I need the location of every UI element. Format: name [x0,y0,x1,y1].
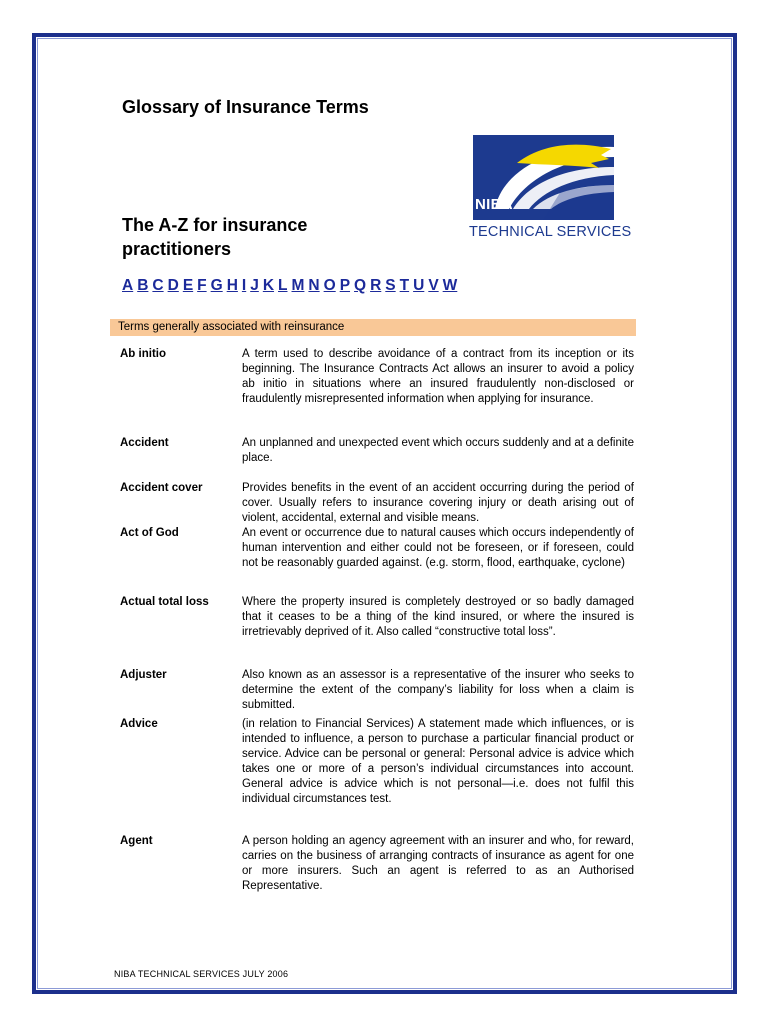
glossary-term: Actual total loss [120,596,209,608]
alpha-link-e[interactable]: E [182,277,194,294]
alphabet-index [122,277,457,295]
alpha-link-f[interactable]: F [197,277,207,294]
alpha-link-q[interactable]: Q [354,277,367,294]
page-title: Glossary of Insurance Terms [122,97,369,117]
glossary-definition: A term used to describe avoidance of a contract from its inception or its beginning. The Insurance Contracts Act allows an insurer to avoid a policy ab initio in situations where an insured fraudulently non-disclosed or fraudulently misrepresented information when applying for insurance. [242,348,634,405]
glossary-term: Agent [120,835,153,847]
alpha-link-k[interactable]: K [262,277,275,294]
alpha-link-u[interactable]: U [413,277,425,294]
glossary-definition: A person holding an agency agreement with an insurer and who, for reward, carries on the business of arranging contracts of insurance as agent for one or more insurers. Such an agent is referred to as an Authorised Representative. [242,835,634,892]
alpha-link-d[interactable]: D [167,277,179,294]
reinsurance-banner: Terms generally associated with reinsurance [110,319,636,336]
alpha-link-r[interactable]: R [370,277,382,294]
glossary-definition: Provides benefits in the event of an accident occurring during the period of cover. Usually refers to insurance covering injury or death arising out of violent, accidental, external and visible means. [242,482,634,524]
logo-emblem [473,135,614,220]
glossary-term: Accident [120,437,169,449]
alpha-link-m[interactable]: M [291,277,305,294]
alpha-link-b[interactable]: B [137,277,149,294]
glossary-definition: An unplanned and unexpected event which occurs suddenly and at a definite place. [242,437,634,464]
glossary-definition: An event or occurrence due to natural causes which occurs independently of human intervention and either could not be foreseen, or if foreseen, could not be reasonably guarded against. (e.g. storm, flood, earthquake, cyclone) [242,527,634,569]
alpha-link-s[interactable]: S [385,277,396,294]
alpha-link-h[interactable]: H [226,277,238,294]
alpha-link-l[interactable]: L [278,277,288,294]
page-footer: NIBA TECHNICAL SERVICES JULY 2006 [114,969,289,979]
alpha-link-v[interactable]: V [428,277,439,294]
page-frame [32,33,737,994]
page-subtitle: The A-Z for insurance practitioners [122,215,308,259]
glossary-term: Ab initio [120,348,166,360]
glossary-term: Advice [120,718,158,730]
alpha-link-p[interactable]: P [339,277,351,294]
alpha-link-t[interactable]: T [399,277,410,294]
alpha-link-j[interactable]: J [250,277,259,294]
alpha-link-g[interactable]: G [210,277,223,294]
alpha-link-o[interactable]: O [323,277,336,294]
glossary-term: Adjuster [120,669,167,681]
alpha-link-w[interactable]: W [442,277,458,294]
glossary-term: Accident cover [120,482,203,494]
alpha-link-i[interactable]: I [241,277,247,294]
logo-tagline: TECHNICAL SERVICES [469,224,632,240]
logo-name: NIBA [475,196,513,213]
alpha-link-c[interactable]: C [152,277,164,294]
glossary-definition: (in relation to Financial Services) A statement made which influences, or is intended to influence, a person to purchase a particular financial product or service. Advice can be personal or general: Personal advice is advice which takes one or more of a person’s individual circumstances into account. General advice is advice which is not personal—i.e. does not fulfil this individual circumstances test. [242,718,634,805]
niba-logo [469,135,632,245]
alpha-link-n[interactable]: N [308,277,320,294]
alpha-link-a[interactable]: A [122,277,134,294]
glossary-definition: Where the property insured is completely destroyed or so badly damaged that it ceases to be a thing of the kind insured, or where the insured is irretrievably deprived of it. Also called “constructive total loss”. [242,596,634,638]
glossary-term: Act of God [120,527,179,539]
glossary-definition: Also known as an assessor is a representative of the insurer who seeks to determine the extent of the company’s liability for loss when a claim is submitted. [242,669,634,711]
